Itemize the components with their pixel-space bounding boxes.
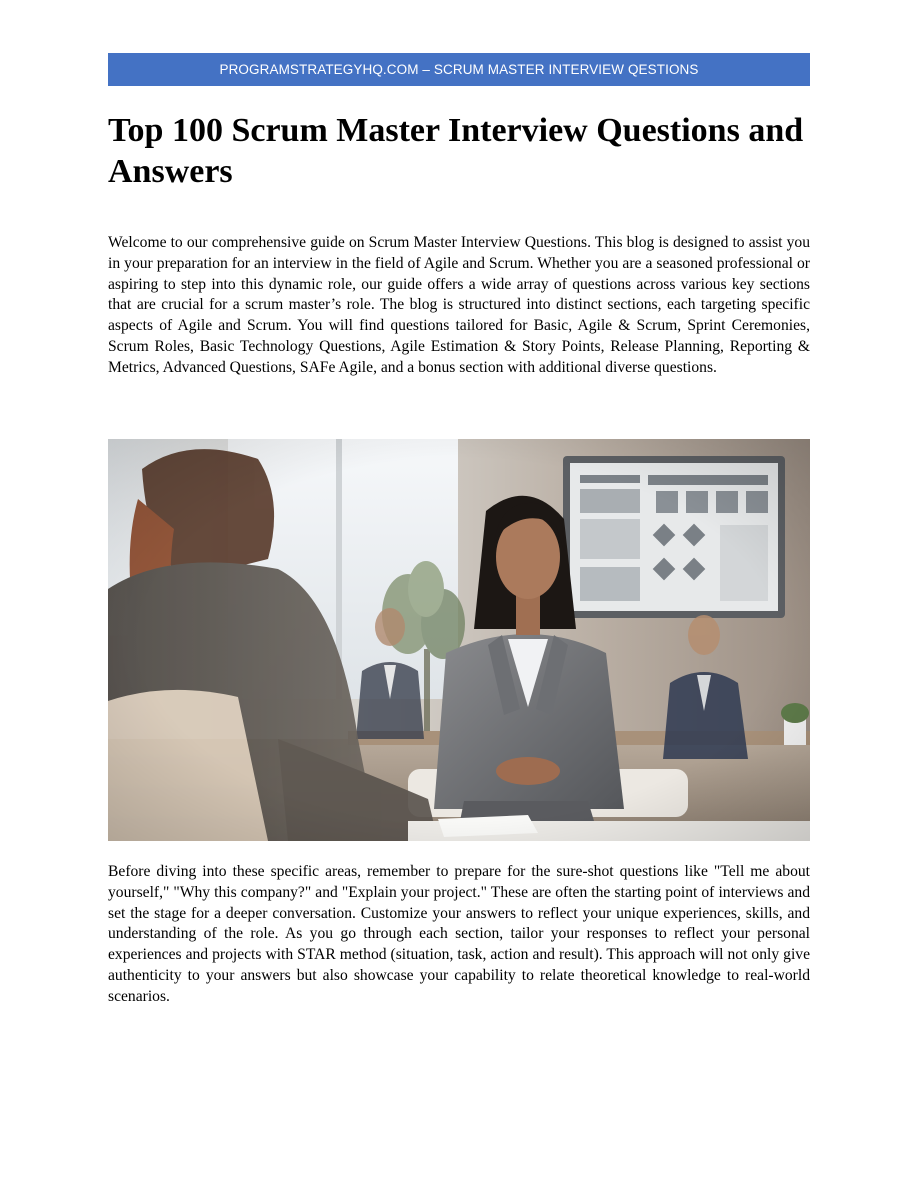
- intro-paragraph: Welcome to our comprehensive guide on Scrum Master Interview Questions. This blog is designed to assist you in your preparation for an interview in the field of Agile and Scrum. Whether you are a seasoned professional or aspiring to step into this dynamic role, our guide offers a wide array of questions across various key sections that are crucial for a scrum master’s role. The blog is structured into distinct sections, each targeting specific aspects of Agile and Scrum. You will find questions tailored for Basic, Agile & Scrum, Sprint Ceremonies, Scrum Roles, Basic Technology Questions, Agile Estimation & Story Points, Release Planning, Reporting & Metrics, Advanced Questions, SAFe Agile, and a bonus section with additional diverse questions.: [108, 234, 810, 376]
- interview-photo: [108, 439, 810, 841]
- page-title: Top 100 Scrum Master Interview Questions and Answers: [108, 112, 804, 190]
- header-banner: [108, 53, 810, 86]
- preparation-paragraph: Before diving into these specific areas, remember to prepare for the sure-shot questions like "Tell me about yourself," "Why this company?" and "Explain your project." These are often the starting point of interviews and set the stage for a deeper conversation. Customize your answers to reflect your unique experiences, skills, and understanding of the role. As you go through each section, tailor your responses to reflect your personal experiences and projects with STAR method (situation, task, action and result). This approach will not only give authenticity to your answers but also showcase your capability to relate theoretical knowledge to real-world scenarios.: [108, 863, 810, 1005]
- header-banner-text: PROGRAMSTRATEGYHQ.COM – SCRUM MASTER INTERVIEW QESTIONS: [219, 62, 699, 77]
